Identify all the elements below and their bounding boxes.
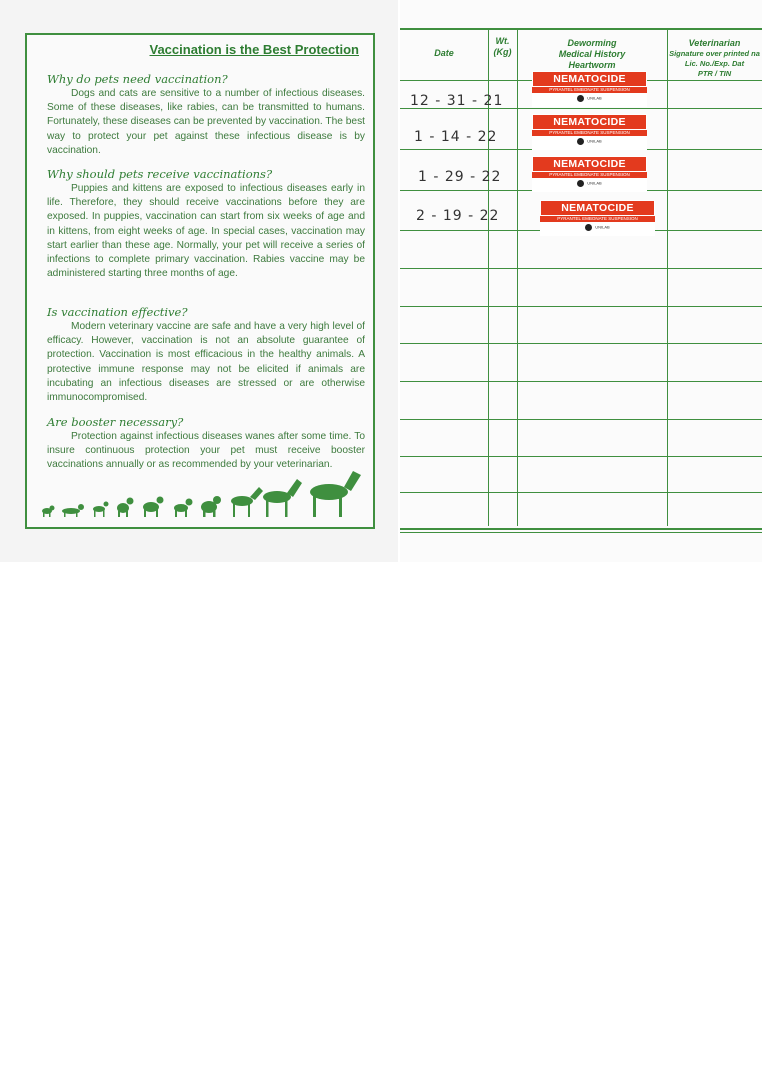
row-divider xyxy=(400,492,762,493)
row-divider xyxy=(400,456,762,457)
entry-date: 1 - 29 - 22 xyxy=(418,169,502,185)
unilab-logo-icon xyxy=(585,224,592,231)
unilab-logo-icon xyxy=(577,95,584,102)
medicine-name: NEMATOCIDE xyxy=(532,114,647,130)
unilab-logo-icon xyxy=(577,138,584,145)
section-why-vaccinate xyxy=(47,72,365,158)
section-question: Why should pets receive vaccinations? xyxy=(47,167,273,181)
section-text: Puppies and kittens are exposed to infectious diseases early in life. Therefore, they should receive vaccinations before they are exposed. In puppies, vaccination can start from six weeks of age and in kittens, from eight weeks of age. In special cases, vaccination may start earlier than these age. Normally, your pet will receive a series of infections to complete primary vaccination. Rabies vaccine may be administered starting three months of age. xyxy=(47,183,365,280)
header-deworming-line: Deworming xyxy=(567,38,617,48)
section-question: Are booster necessary? xyxy=(47,415,184,429)
column-divider xyxy=(517,30,518,526)
section-text: Protection against infectious diseases wanes after some time. To insure continuous protection your pet must receive booster vaccinations annually or as recommended by your veterinarian. xyxy=(47,431,365,471)
medicine-description: PYRANTEL EMBONATE SUSPENSION xyxy=(532,87,647,93)
section-why-receive xyxy=(47,167,365,281)
deworming-record-table xyxy=(400,28,762,534)
medicine-label xyxy=(532,114,647,150)
row-divider xyxy=(400,419,762,420)
entry-date: 12 - 31 - 21 xyxy=(410,93,504,109)
header-weight xyxy=(488,36,517,58)
medicine-description: PYRANTEL EMBONATE SUSPENSION xyxy=(532,130,647,136)
medicine-name: NEMATOCIDE xyxy=(532,156,647,172)
header-veterinarian xyxy=(667,38,762,79)
medicine-description: PYRANTEL EMBONATE SUSPENSION xyxy=(532,172,647,178)
row-divider xyxy=(400,343,762,344)
row-divider xyxy=(400,306,762,307)
maker-name: UNILAB xyxy=(587,138,602,144)
header-vet-line: Lic. No./Exp. Dat xyxy=(684,59,745,68)
medicine-label xyxy=(532,156,647,192)
medicine-maker xyxy=(532,180,647,187)
maker-name: UNILAB xyxy=(595,224,610,230)
dog-silhouettes-icon xyxy=(39,467,365,519)
table-top-border xyxy=(400,28,762,30)
medicine-name: NEMATOCIDE xyxy=(532,71,647,87)
entry-date: 2 - 19 - 22 xyxy=(416,208,500,224)
section-text: Modern veterinary vaccine are safe and have a very high level of efficacy. However, vaccination is not an absolute guarantee of protection. Vaccination is most efficacious in the healthy animals. A protective immune response may not be elicited if animals are incubating an infectious diseases are stressed or are otherwise immunocompromised. xyxy=(47,321,365,404)
header-deworming-line: Medical History xyxy=(558,49,626,59)
section-booster xyxy=(47,415,365,473)
header-vet-line: Veterinarian xyxy=(688,38,741,48)
row-divider xyxy=(400,268,762,269)
header-deworming xyxy=(517,38,667,71)
medicine-maker xyxy=(532,95,647,102)
entry-date: 1 - 14 - 22 xyxy=(414,129,498,145)
medicine-maker xyxy=(532,138,647,145)
maker-name: UNILAB xyxy=(587,180,602,186)
section-question: Is vaccination effective? xyxy=(47,305,188,319)
section-text: Dogs and cats are sensitive to a number of infectious diseases. Some of these diseases, like rabies, can be transmitted to humans. Fortunately, these diseases can be prevented by vaccination. The best way to protect your pet against these infectious disease is by vaccination. xyxy=(47,88,365,156)
column-divider xyxy=(667,30,668,526)
header-deworming-line: Heartworm xyxy=(568,60,616,70)
medicine-maker xyxy=(540,224,655,231)
section-question: Why do pets need vaccination? xyxy=(47,72,228,86)
header-date: Date xyxy=(434,48,454,58)
table-bottom-border xyxy=(400,528,762,530)
vaccination-info-panel xyxy=(25,33,375,529)
unilab-logo-icon xyxy=(577,180,584,187)
maker-name: UNILAB xyxy=(587,95,602,101)
medicine-description: PYRANTEL EMBONATE SUSPENSION xyxy=(540,216,655,222)
page-title: Vaccination is the Best Protection xyxy=(149,42,359,57)
header-weight-line: Wt. xyxy=(495,36,510,46)
header-weight-unit: (Kg) xyxy=(493,47,512,57)
medicine-label xyxy=(540,200,655,236)
header-vet-line: PTR / TIN xyxy=(697,69,732,78)
medicine-label xyxy=(532,71,647,107)
row-divider xyxy=(400,381,762,382)
section-effective xyxy=(47,305,365,405)
header-vet-line: Signature over printed na xyxy=(669,49,760,58)
medicine-name: NEMATOCIDE xyxy=(540,200,655,216)
table-bottom-border-inner xyxy=(400,532,762,533)
